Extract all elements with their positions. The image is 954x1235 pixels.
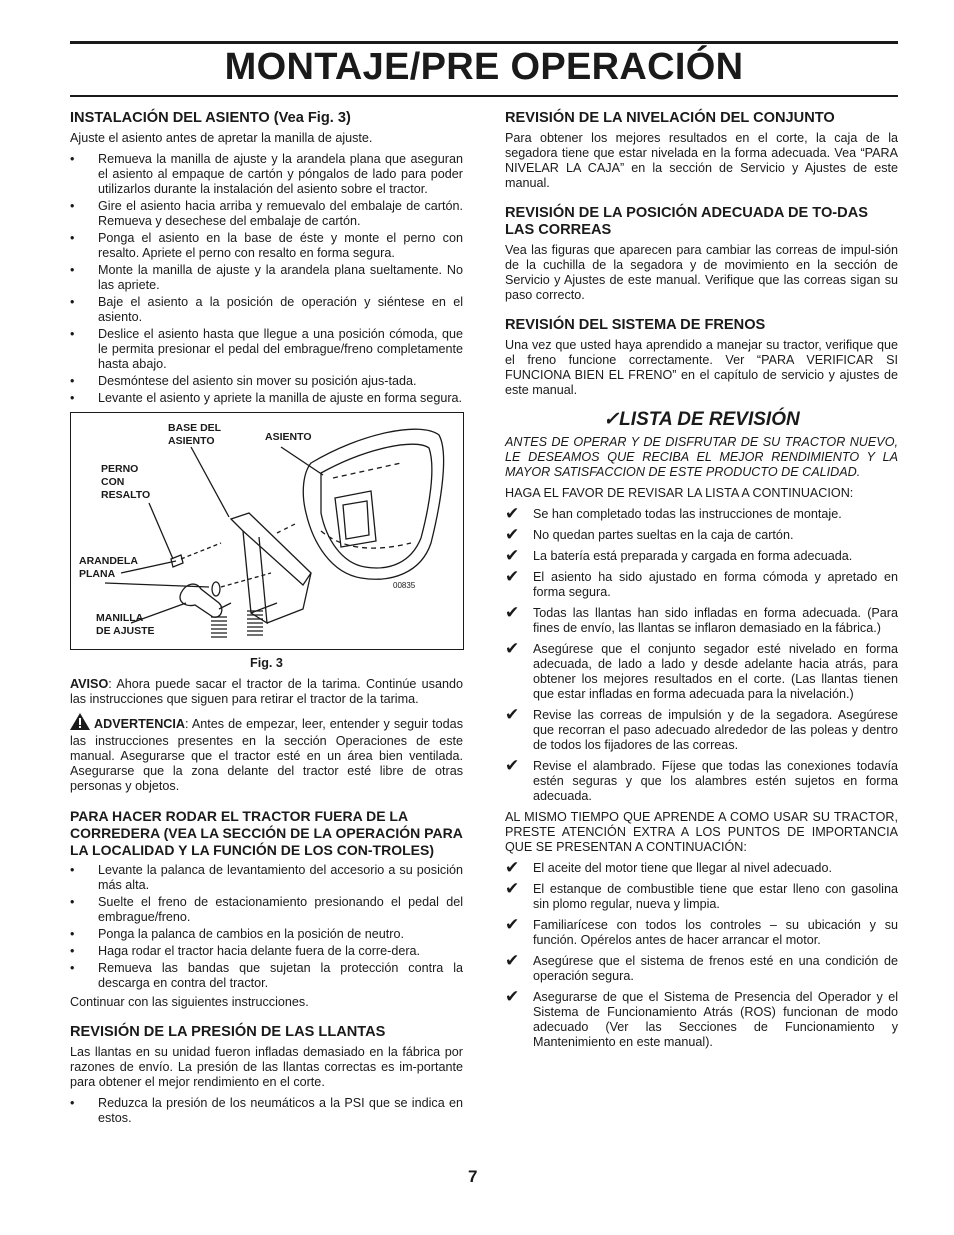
- roll-section: [70, 808, 463, 1010]
- list-item: ✔ Asegúrese que el sistema de frenos esté en una condición de operación segura.: [505, 954, 898, 984]
- list-item: ✔ Revise el alambrado. Fíjese que todas las conexiones todavía estén seguras y que los alambres estén sujetos en forma adecuada.: [505, 759, 898, 804]
- list-item: ✔ Familiarícese con todos los controles – su ubicación y su función. Opérelos antes de hacer arrancar el motor.: [505, 918, 898, 948]
- list-item: ✔ Se han completado todas las instrucciones de montaje.: [505, 507, 898, 522]
- page-title: MONTAJE/PRE OPERACIÓN: [224, 46, 744, 88]
- list-item: ✔ El aceite del motor tiene que llegar al nivel adecuado.: [505, 861, 898, 876]
- tires-text: Las llantas en su unidad fueron infladas demasiado en la fábrica por razones de envío. La presión de las llantas correctas es im-portante para obtener el mejor rendimiento en el corte.: [70, 1045, 463, 1089]
- seat-shape: [303, 429, 443, 579]
- knob: [180, 584, 222, 617]
- list-item: ✔ Revise las correas de impulsión y de la segadora. Asegúrese que recorran el paso adecuado alrededor de las poleas y dentro de todos los fijadores de las correas.: [505, 708, 898, 753]
- aviso-note: AVISO: Ahora puede sacar el tractor de la tarima. Continúe usando las instrucciones que siguen para retirar el tractor de la tarima.: [70, 677, 463, 706]
- level-section: [505, 110, 898, 191]
- list-item: ✔ El asiento ha sido ajustado en forma cómoda y apretado en forma segura.: [505, 570, 898, 600]
- list-item: • Monte la manilla de ajuste y la arandela plana sueltamente. No las apriete.: [70, 263, 463, 293]
- list-item: • Haga rodar el tractor hacia delante fuera de la corre-dera.: [70, 944, 463, 959]
- checklist-please: HAGA EL FAVOR DE REVISAR LA LISTA A CONTINUACION:: [505, 486, 854, 500]
- brakes-text: Una vez que usted haya aprendido a manejar su tractor, verifique que el freno funcione correctamente. Ver “PARA VERIFICAR SI FUNCIONA BIEN EL FRENO” en el capítulo de servicio y ajustes de este manual.: [505, 338, 898, 397]
- bolt: [171, 555, 183, 567]
- checklist-items: [505, 507, 898, 804]
- warning-icon: [70, 713, 90, 734]
- checklist-intro: ANTES DE OPERAR Y DE DISFRUTAR DE SU TRACTOR NUEVO, LE DESEAMOS QUE RECIBA EL MEJOR RENDIMIENTO Y LA MAYOR SATISFACCION DE ESTE PRODUCTO DE CALIDAD.: [505, 435, 898, 479]
- list-item: • Gire el asiento hacia arriba y remuevalo del embalaje de cartón. Remueva y desechese del embalaje de cartón.: [70, 199, 463, 229]
- checklist-title: ✓LISTA DE REVISIÓN: [603, 409, 800, 430]
- list-item: • Levante el asiento y apriete la manilla de ajuste en forma segura.: [70, 391, 463, 406]
- level-heading: REVISIÓN DE LA NIVELACIÓN DEL CONJUNTO: [505, 110, 835, 126]
- right-column: [505, 110, 898, 1056]
- list-item: ✔ Todas las llantas han sido infladas en forma adecuada. (Para fines de envío, las llantas se inflaron demasiado en la fábrica.): [505, 606, 898, 636]
- belts-section: [505, 205, 898, 303]
- figure-code: 00835: [393, 581, 416, 590]
- list-item: ✔ Asegurarse de que el Sistema de Presencia del Operador y el Sistema de Funcionamiento Atrás (ROS) funcionan de modo adecuado (Ver las Secciones de Funcionamiento y Mantenimiento en este manual).: [505, 990, 898, 1050]
- figure-caption: Fig. 3: [250, 656, 283, 670]
- roll-steps: [70, 863, 463, 991]
- title-rule: [70, 95, 898, 97]
- brakes-heading: REVISIÓN DEL SISTEMA DE FRENOS: [505, 317, 766, 333]
- seat-section: [70, 110, 463, 406]
- top-rule: [70, 41, 898, 44]
- list-item: • Levante la palanca de levantamiento del accesorio a su posición más alta.: [70, 863, 463, 893]
- list-item: • Deslice el asiento hasta que llegue a una posición cómoda, que le permita presionar el pedal del embrague/freno completamente hasta abajo.: [70, 327, 463, 372]
- label-bolt: PERNO CON RESALTO: [101, 463, 151, 501]
- list-item: • Baje el asiento a la posición de operación y siéntese en el asiento.: [70, 295, 463, 325]
- page-number: 7: [468, 1167, 478, 1186]
- belts-text: Vea las figuras que aparecen para cambiar las correas de impul-sión de la cuchilla de la segadora y de movimiento en la sección de Servicio y Ajustes de este manual. Verifique que las correas sigan su paso correcto.: [505, 243, 898, 302]
- list-item: ✔ El estanque de combustible tiene que estar lleno con gasolina sin plomo regular, nueva y limpia.: [505, 882, 898, 912]
- list-item: ✔ Asegúrese que el conjunto segador esté nivelado en forma adecuada, de lado a lado y desde adelante hacia atrás, para obtener los mejores resultados en el corte. (Las llantas tienen que estar infladas en forma adecuada para la nivelación.): [505, 642, 898, 702]
- list-item: • Suelte el freno de estacionamiento presionando el pedal del embrague/freno.: [70, 895, 463, 925]
- list-item: • Reduzca la presión de los neumáticos a la PSI que se indica en estos.: [70, 1096, 463, 1126]
- springs: [211, 611, 263, 637]
- label-base: BASE DEL ASIENTO: [168, 422, 222, 447]
- tires-steps: [70, 1096, 463, 1126]
- seat-base: [231, 513, 311, 585]
- checklist-section: [505, 409, 898, 1050]
- seat-steps: [70, 152, 463, 406]
- level-text: Para obtener los mejores resultados en el corte, la caja de la segadora tiene que estar nivelada en la forma adecuada. Vea “PARA NIVELAR LA CAJA” en la sección de Servicio y Ajustes de este manual.: [505, 131, 898, 190]
- belts-heading: REVISIÓN DE LA POSICIÓN ADECUADA DE TO-DAS LAS CORREAS: [505, 205, 868, 238]
- seat-heading: INSTALACIÓN DEL ASIENTO (Vea Fig. 3): [70, 110, 351, 126]
- label-knob: MANILLA DE AJUSTE: [96, 612, 155, 637]
- washer: [212, 582, 220, 596]
- tires-heading: REVISIÓN DE LA PRESIÓN DE LAS LLANTAS: [70, 1024, 386, 1040]
- list-item: • Remueva las bandas que sujetan la protección contra la descarga en contra del tractor.: [70, 961, 463, 991]
- list-item: • Ponga el asiento en la base de éste y monte el perno con resalto. Apriete el perno con resalto en forma segura.: [70, 231, 463, 261]
- tires-section: [70, 1024, 463, 1126]
- checklist-items-2: [505, 861, 898, 1050]
- label-seat: ASIENTO: [265, 431, 312, 443]
- list-item: • Remueva la manilla de ajuste y la arandela plana que aseguran el asiento al empaque de cartón y póngalos de lado para poder utilizarlos durante la instalación del asiento sobre el tractor.: [70, 152, 463, 197]
- list-item: • Desmóntese del asiento sin mover su posición ajus-tada.: [70, 374, 463, 389]
- list-item: ✔ La batería está preparada y cargada en forma adecuada.: [505, 549, 898, 564]
- list-item: • Ponga la palanca de cambios en la posición de neutro.: [70, 927, 463, 942]
- figure-3: [70, 412, 464, 650]
- checklist-also: AL MISMO TIEMPO QUE APRENDE A COMO USAR SU TRACTOR, PRESTE ATENCIÓN EXTRA A LOS PUNTOS DE IMPORTANCIA QUE SE PRESENTAN A CONTINUACIÓN:: [505, 810, 898, 854]
- brakes-section: [505, 317, 898, 398]
- warning-note: ADVERTENCIA: Antes de empezar, leer, entender y seguir todas las instrucciones presentes en la sección Operaciones de este manual. Asegurarse que el tractor esté en un área bien ventilada. Asegurarse que la zona delante del tractor esté libre de otras personas y objetos.: [70, 713, 463, 794]
- list-item: ✔ No quedan partes sueltas en la caja de cartón.: [505, 528, 898, 543]
- label-washer: ARANDELA PLANA: [79, 555, 138, 580]
- left-column: [70, 110, 463, 1130]
- roll-continue: Continuar con las siguientes instrucciones.: [70, 995, 309, 1009]
- roll-heading: PARA HACER RODAR EL TRACTOR FUERA DE LA CORREDERA (VEA LA SECCIÓN DE LA OPERACIÓN PARA LA LOCALIDAD Y LA FUNCIÓN DE LOS CON-TROLES): [70, 808, 463, 858]
- seat-intro: Ajuste el asiento antes de apretar la manilla de ajuste.: [70, 131, 373, 145]
